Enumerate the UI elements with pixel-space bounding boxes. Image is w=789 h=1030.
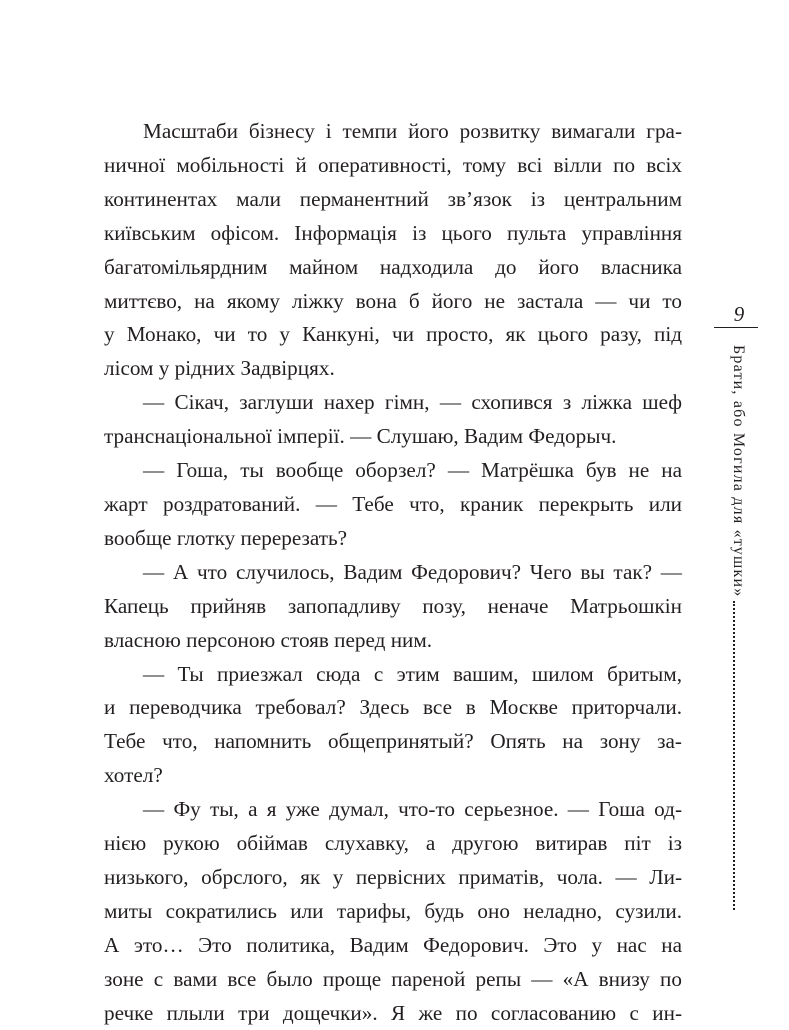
text-line: низького, обрслого, як у первісних приматів, чола. — Ли-: [104, 864, 682, 889]
paragraph: [104, 658, 682, 794]
text-line: у Монако, чи то у Канкуні, чи просто, як цього разу, під: [104, 322, 682, 347]
text-line: континентах мали перманентний зв’язок із центральним: [104, 186, 682, 211]
text-line: транснаціональної імперії. — Слушаю, Вадим Федорыч.: [104, 424, 617, 449]
text-line: и переводчика требовал? Здесь все в Москве приторчали.: [104, 695, 682, 720]
text-line: Капець прийняв запопадливу позу, неначе Матрьошкін: [104, 593, 682, 618]
dot-leader: [733, 601, 735, 910]
text-line: — Фу ты, а я уже думал, что-то серьезное. — Гоша од-: [143, 797, 682, 822]
text-line: — Ты приезжал сюда с этим вашим, шилом бритым,: [143, 661, 682, 686]
text-line: Масштаби бізнесу і темпи його розвитку вимагали гра-: [143, 119, 682, 143]
text-line: власною персоною стояв перед ним.: [104, 627, 433, 652]
text-line: Тебе что, напомнить общепринятый? Опять на зону за-: [104, 729, 682, 754]
text-line: вообще глотку перерезать?: [104, 525, 348, 550]
text-line: київським офісом. Інформація із цього пульта управління: [104, 220, 682, 245]
paragraph: [104, 386, 682, 454]
paragraph: [104, 454, 682, 556]
text-line: зоне с вами все было проще пареной репы — «А внизу по: [104, 966, 682, 991]
paragraph: [104, 793, 682, 1030]
text-line: багатомільярдним майном надходила до його власника: [104, 254, 682, 279]
page-number: 9: [733, 302, 745, 326]
text-line: миты сократились или тарифы, будь оно неладно, сузили.: [104, 898, 682, 923]
paragraph: [104, 556, 682, 658]
body-text: [104, 115, 682, 1030]
page-number-rule: [714, 327, 758, 328]
text-line: хотел?: [104, 763, 163, 788]
text-line: лісом у рідних Задвірцях.: [104, 356, 335, 381]
text-line: ничної мобільності й оперативності, тому всі вілли по всіх: [104, 152, 682, 177]
text-line: жарт роздратований. — Тебе что, краник перекрыть или: [104, 491, 682, 516]
text-line: — Сікач, заглуши нахер гімн, — схопився з ліжка шеф: [143, 390, 682, 415]
text-line: — А что случилось, Вадим Федорович? Чего вы так? —: [143, 559, 682, 584]
text-line: миттєво, на якому ліжку вона б його не застала — чи то: [104, 288, 682, 313]
running-head-title: Брати, або Могила для «тушки»: [730, 345, 747, 598]
text-line: А это… Это политика, Вадим Федорович. Это у нас на: [104, 932, 682, 957]
text-line: — Гоша, ты вообще оборзел? — Матрёшка був не на: [143, 458, 682, 483]
text-line: речке плыли три дощечки». Я же по согласованию с ин-: [104, 1000, 682, 1025]
paragraph: [104, 115, 682, 386]
text-line: нією рукою обіймав слухавку, а другою витирав піт із: [104, 831, 682, 856]
